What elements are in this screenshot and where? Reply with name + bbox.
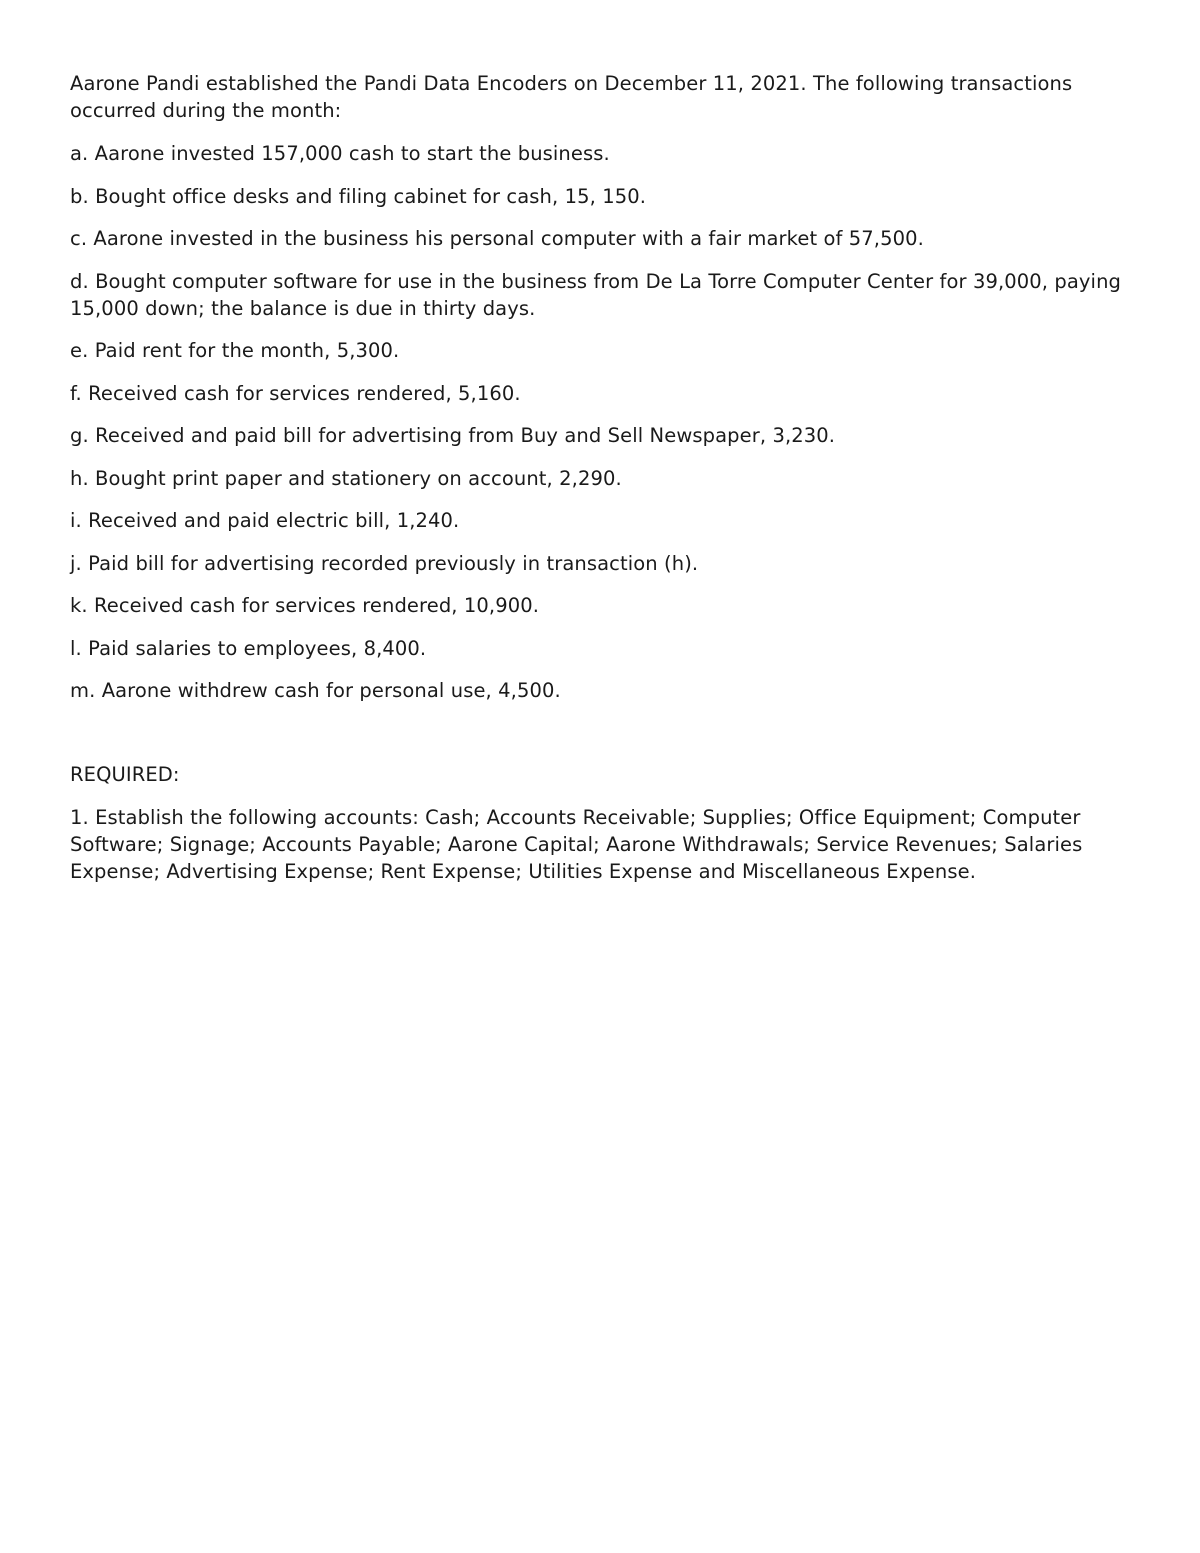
transaction-item-l: l. Paid salaries to employees, 8,400. xyxy=(70,636,427,660)
transaction-item-g: g. Received and paid bill for advertising from Buy and Sell Newspaper, 3,230. xyxy=(70,424,836,447)
transaction-item-h: h. Bought print paper and stationery on account, 2,290. xyxy=(70,466,622,490)
required-list xyxy=(70,804,1130,885)
transaction-item-i: i. Received and paid electric bill, 1,240. xyxy=(70,509,460,532)
transaction-item-f: f. Received cash for services rendered, 5,160. xyxy=(70,381,521,405)
intro-paragraph: Aarone Pandi established the Pandi Data Encoders on December 11, 2021. The following transactions occurred during the month: xyxy=(70,72,1073,122)
transaction-item-d: d. Bought computer software for use in the business from De La Torre Computer Center for 39,000, paying 15,000 down; the balance is due in thirty days. xyxy=(70,269,1122,320)
transaction-list xyxy=(70,140,1130,704)
transaction-item-j: j. Paid bill for advertising recorded previously in transaction (h). xyxy=(70,551,699,575)
document-page xyxy=(70,70,1130,885)
required-heading: REQUIRED: xyxy=(70,763,180,786)
transaction-item-e: e. Paid rent for the month, 5,300. xyxy=(70,339,400,362)
transaction-item-k: k. Received cash for services rendered, 10,900. xyxy=(70,594,540,617)
transaction-item-c: c. Aarone invested in the business his personal computer with a fair market of 57,500. xyxy=(70,227,924,250)
transaction-item-m: m. Aarone withdrew cash for personal use, 4,500. xyxy=(70,679,561,702)
transaction-item-b: b. Bought office desks and filing cabinet for cash, 15, 150. xyxy=(70,184,647,208)
required-item-1: 1. Establish the following accounts: Cash; Accounts Receivable; Supplies; Office Equipment; Computer Software; Signage; Accounts Payable; Aarone Capital; Aarone Withdrawals; Service Revenues; Salaries Expense; Advertising Expense; Rent Expense; Utilities Expense and Miscellaneous Expense. xyxy=(70,806,1083,883)
transaction-item-a: a. Aarone invested 157,000 cash to start the business. xyxy=(70,142,610,165)
